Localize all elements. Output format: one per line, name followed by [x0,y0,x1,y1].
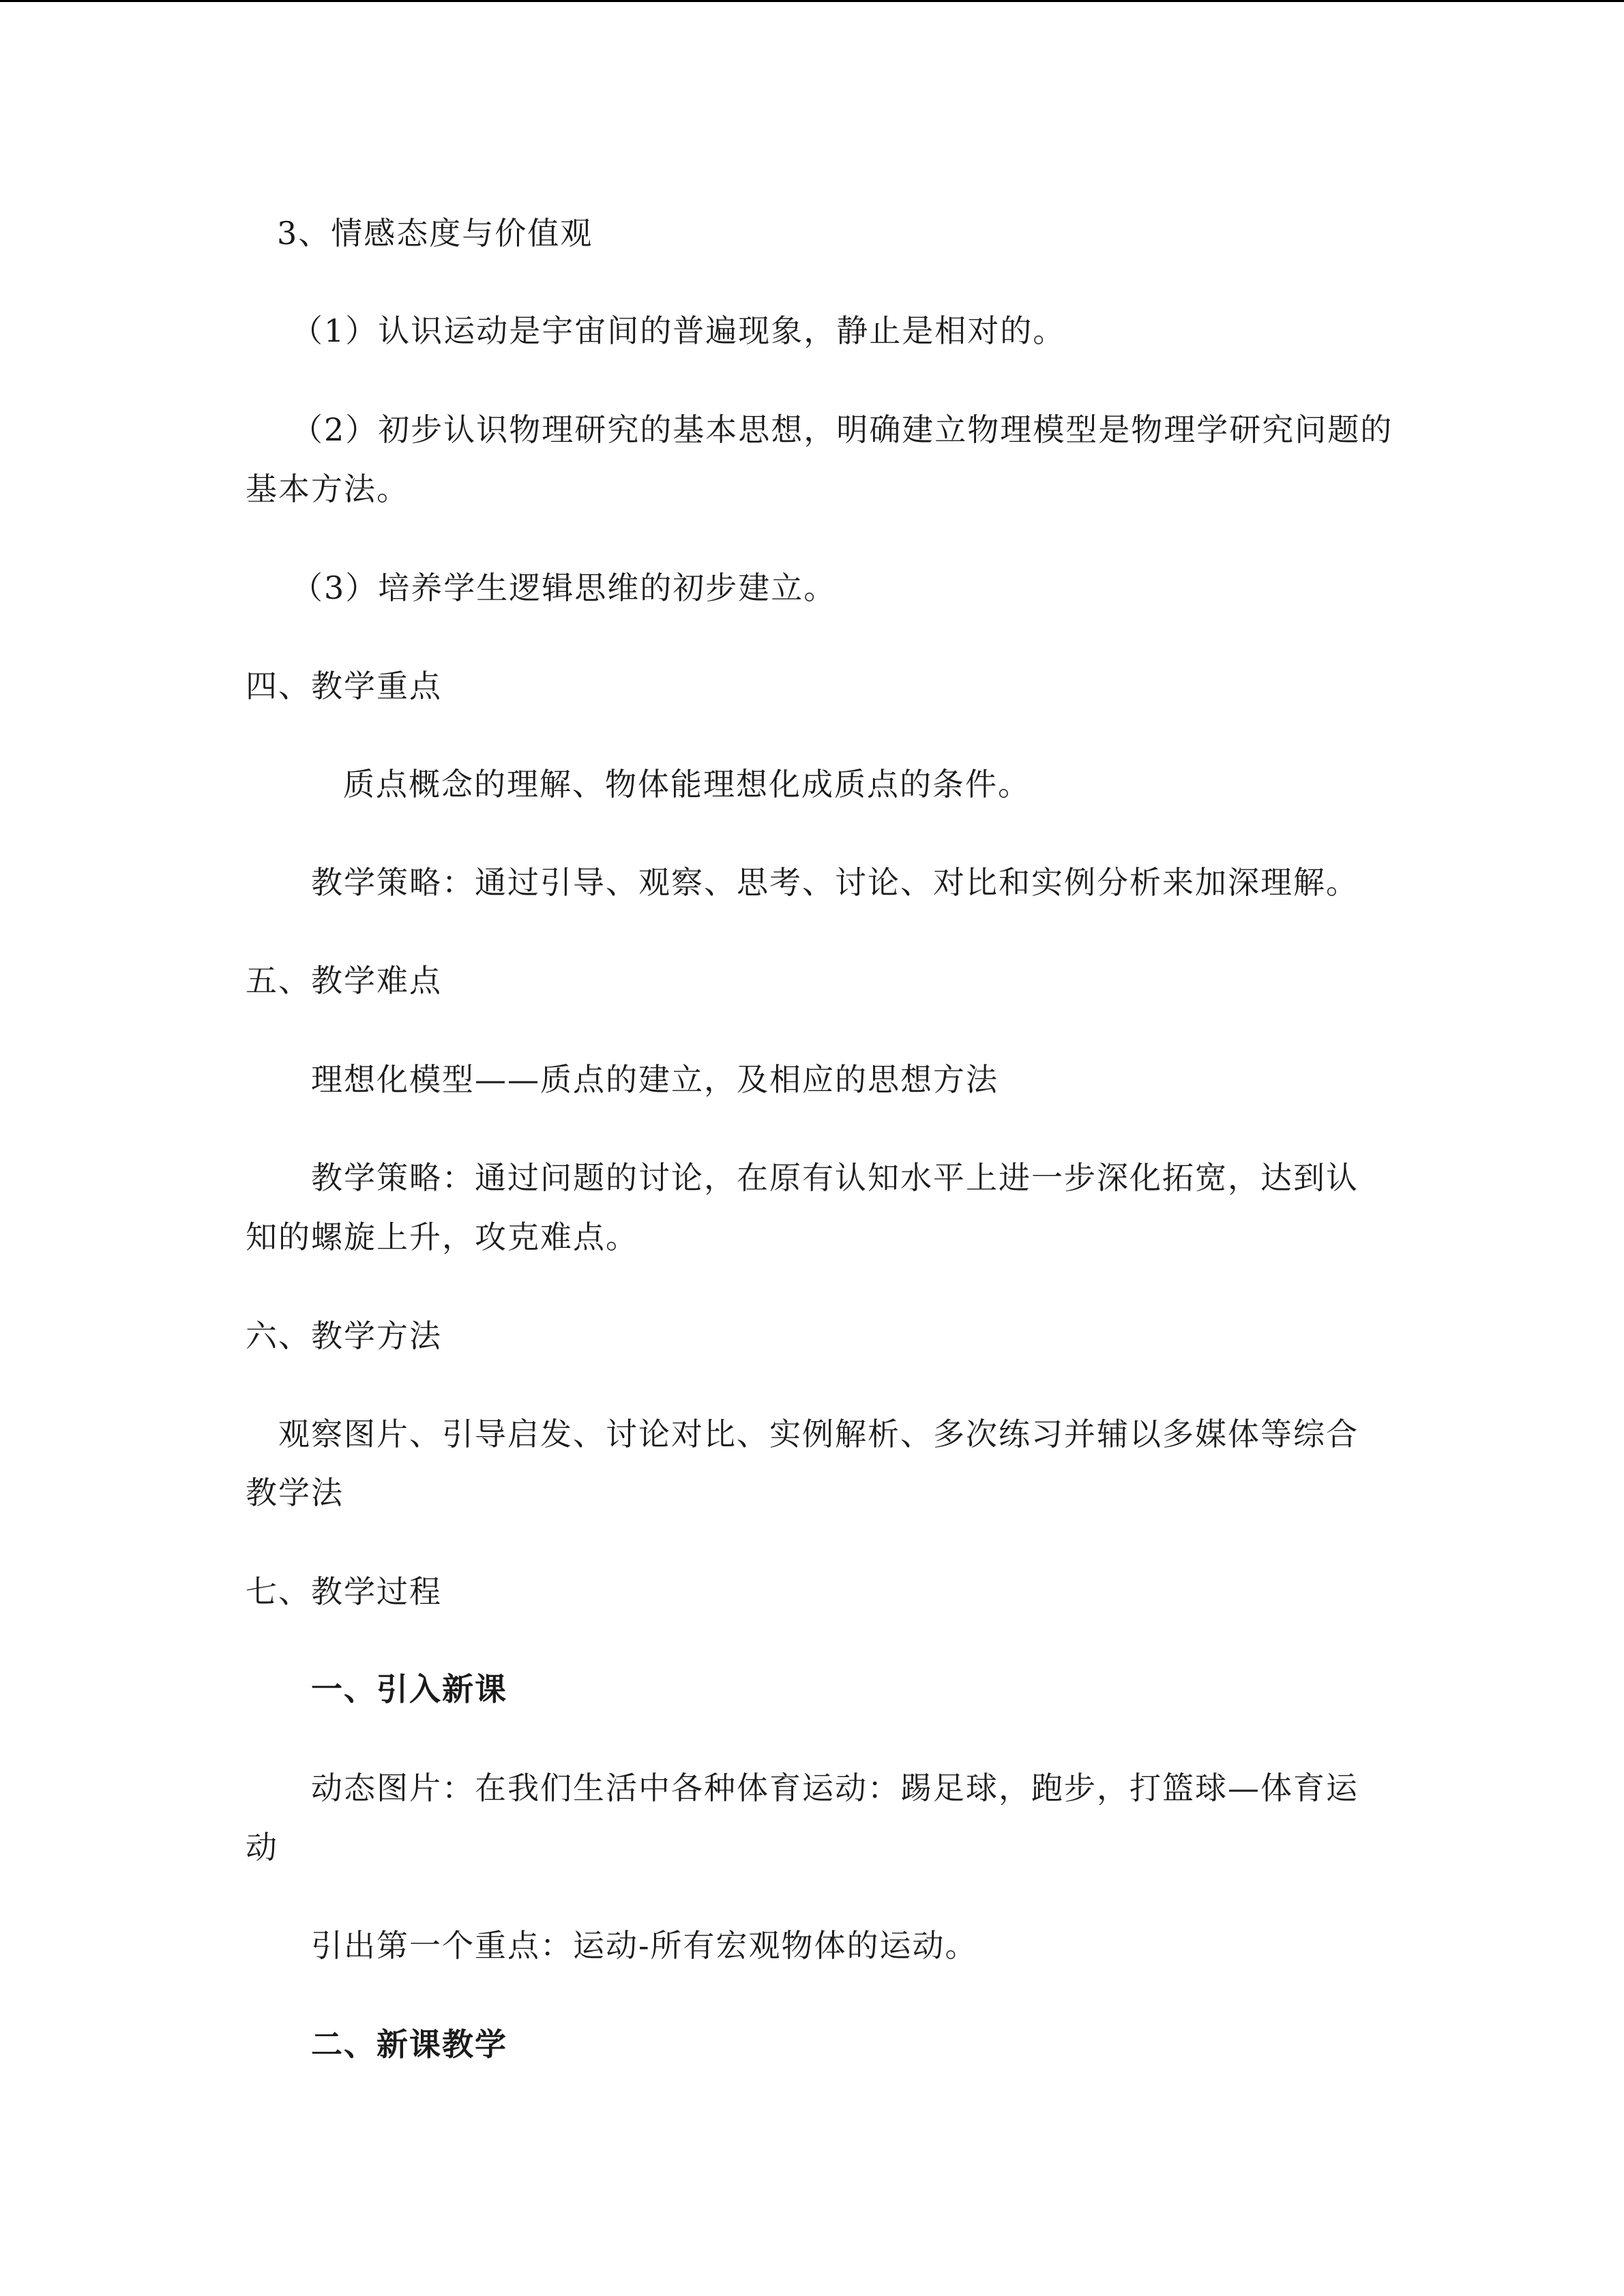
list-item-3: （3）培养学生逻辑思维的初步建立。 [291,569,837,606]
focus-strategy: 教学策略：通过引导、观察、思考、讨论、对比和实例分析来加深理解。 [311,864,1359,901]
introduce-content-continuation: 动 [246,1829,278,1866]
list-item-2-continuation: 基本方法。 [246,471,409,507]
section-heading-teaching-process: 七、教学过程 [246,1573,442,1610]
list-item-2: （2）初步认识物理研究的基本思想，明确建立物理模型是物理学研究问题的 [291,411,1393,448]
difficulty-strategy-continuation: 知的螺旋上升，攻克难点。 [246,1219,638,1255]
section-heading-teaching-method: 六、教学方法 [246,1317,442,1354]
section-heading-teaching-focus: 四、教学重点 [246,668,442,704]
method-content-continuation: 教学法 [246,1474,344,1511]
difficulty-strategy: 教学策略：通过问题的讨论，在原有认知水平上进一步深化拓宽，达到认 [311,1159,1359,1196]
section-heading-teaching-difficulty: 五、教学难点 [246,962,442,999]
list-item-1: （1）认识运动是宇宙间的普遍现象，静止是相对的。 [291,312,1066,349]
method-content: 观察图片、引导启发、讨论对比、实例解析、多次练习并辅以多媒体等综合 [278,1416,1359,1452]
introduce-first-focus: 引出第一个重点：运动-所有宏观物体的运动。 [311,1927,978,1964]
introduce-content: 动态图片：在我们生活中各种体育运动：踢足球，跑步，打篮球—体育运 [311,1770,1359,1806]
focus-content: 质点概念的理解、物体能理想化成质点的条件。 [343,766,1031,803]
subheading-new-lesson-teaching: 二、新课教学 [311,2026,507,2063]
section-heading-emotion-attitude: 3、情感态度与价值观 [277,215,593,252]
subheading-introduce-lesson: 一、引入新课 [311,1671,507,1708]
difficulty-content: 理想化模型——质点的建立，及相应的思想方法 [311,1061,999,1098]
